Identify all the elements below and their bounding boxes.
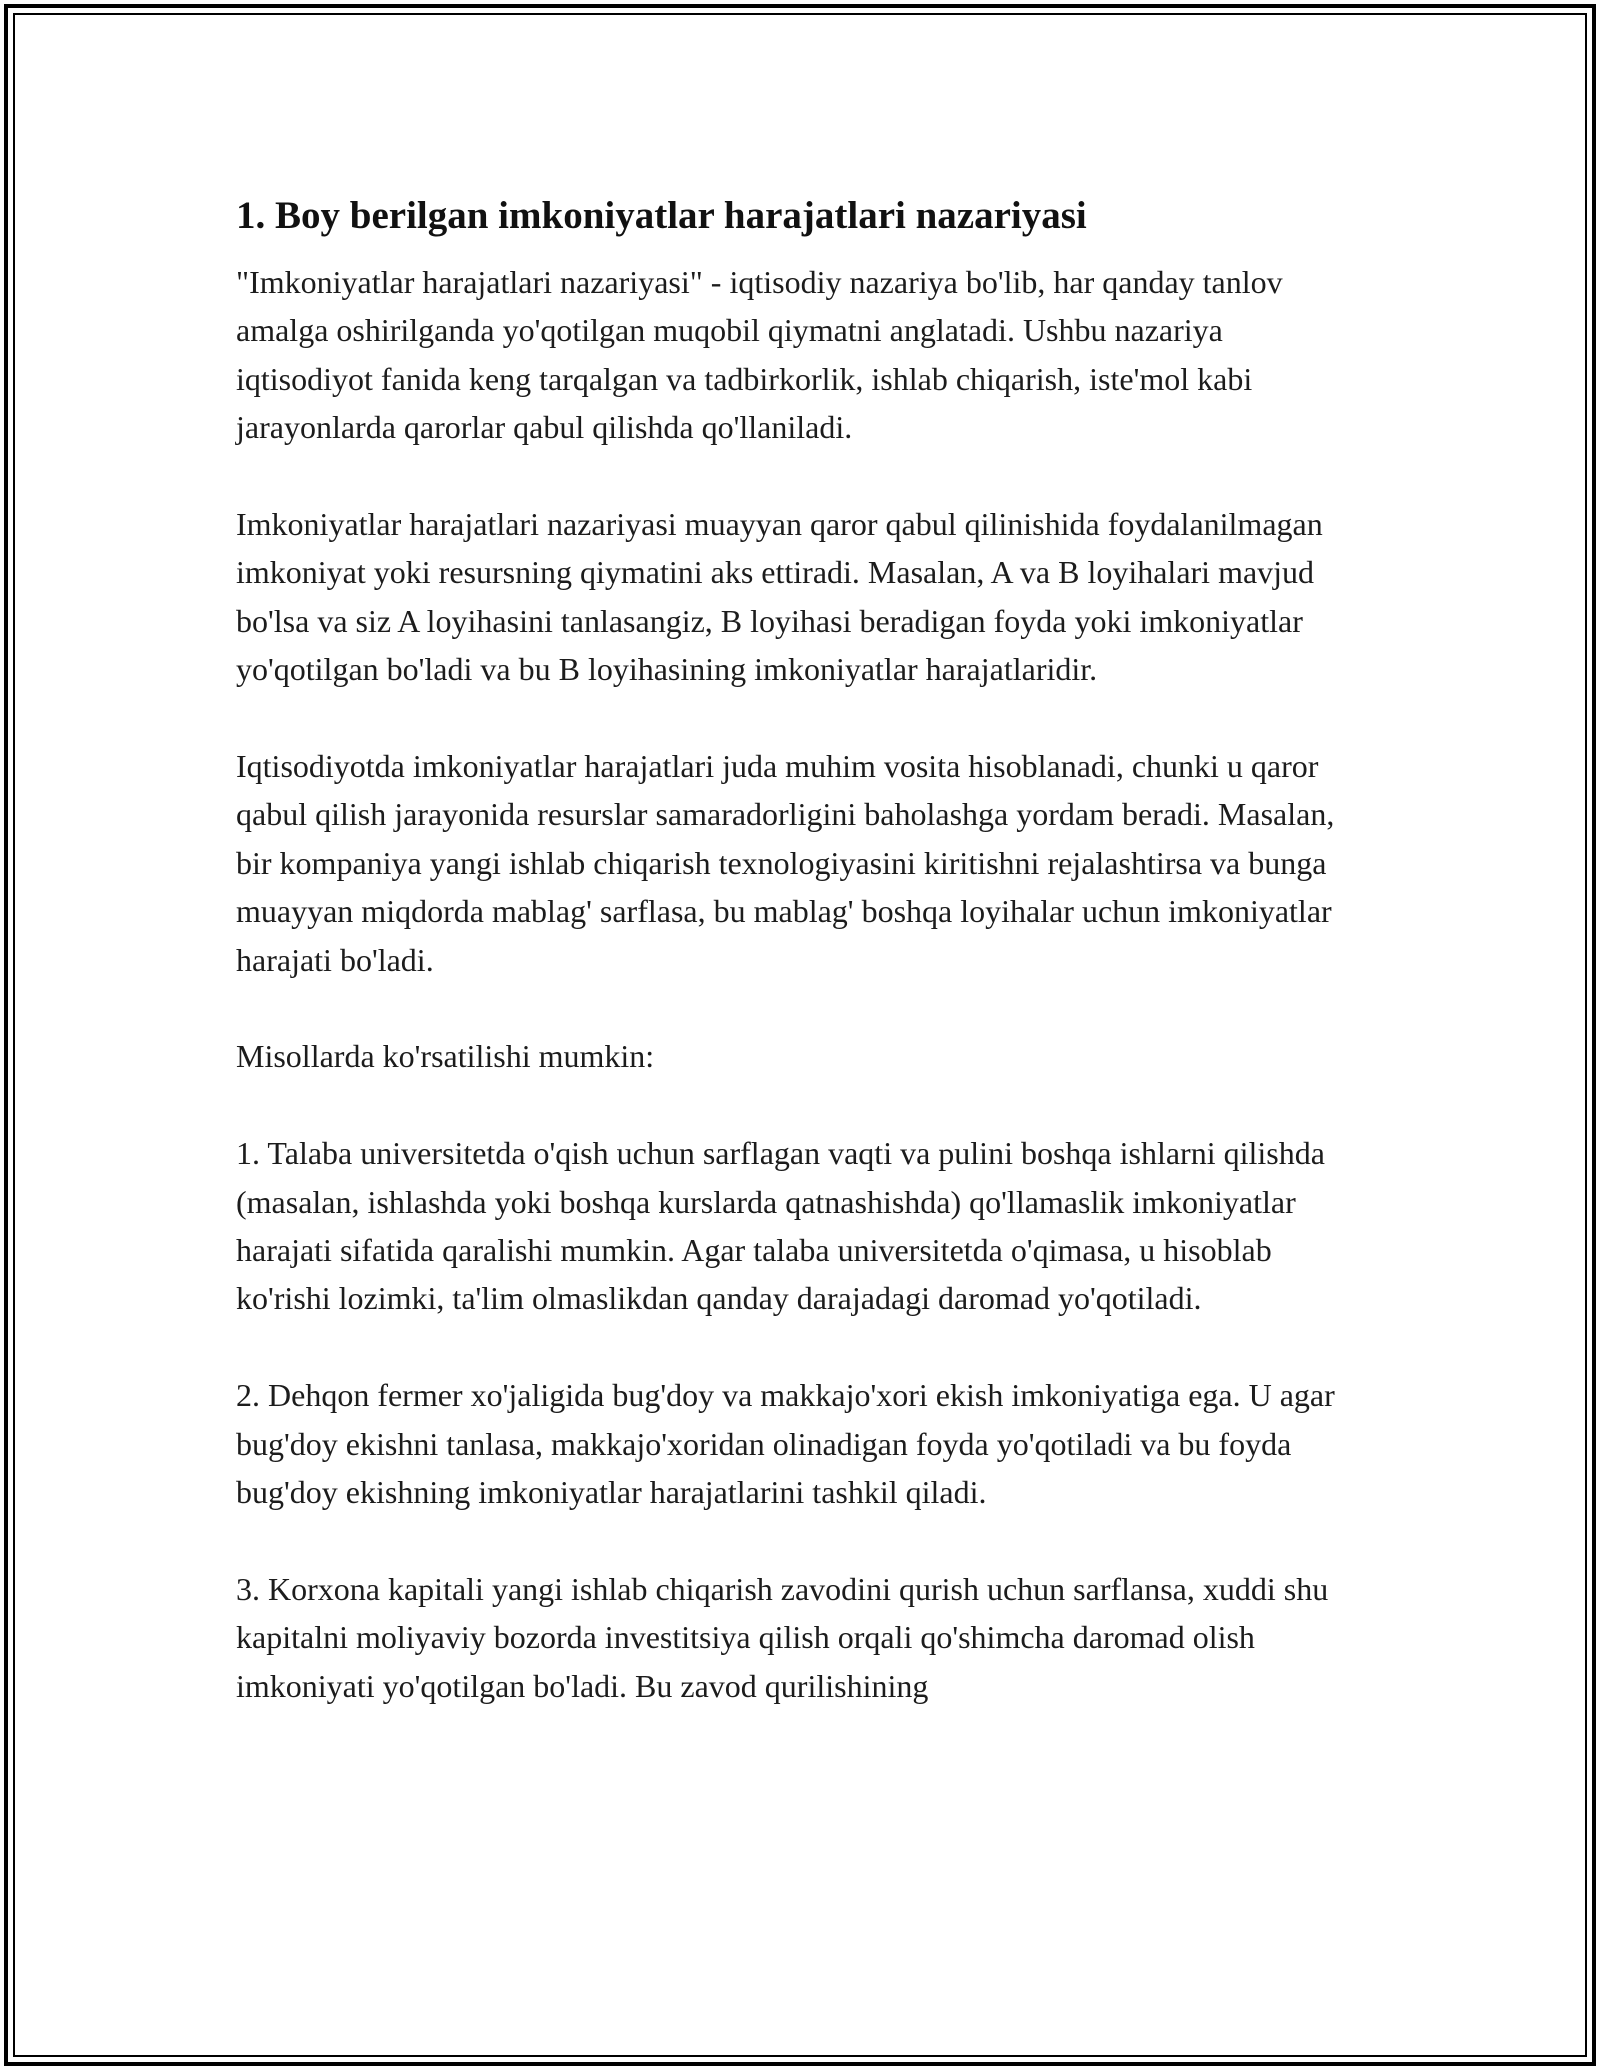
paragraph-definition: "Imkoniyatlar harajatlari nazariyasi" - iqtisodiy nazariya bo'lib, har qanday tanlov amalga oshirilganda yo'qotilgan muqobil qiymatni anglatadi. Ushbu nazariya iqtisodiyot fanida keng tarqalgan va tadbirkorlik, ishlab chiqarish, iste'mol kabi jarayonlarda qarorlar qabul qilishda qo'llaniladi.	[236, 264, 1283, 446]
paragraph-example-2: 2. Dehqon fermer xo'jaligida bug'doy va makkajo'xori ekish imkoniyatiga ega. U agar bug'doy ekishni tanlasa, makkajo'xoridan olinadigan foyda yo'qotiladi va bu foyda bug'doy ekishning imkoniyatlar harajatlarini tashkil qiladi.	[236, 1377, 1335, 1511]
paragraph-explanation: Imkoniyatlar harajatlari nazariyasi muayyan qaror qabul qilinishida foydalanilmagan imkoniyat yoki resursning qiymatini aks ettiradi. Masalan, A va B loyihalari mavjud bo'lsa va siz A loyihasini tanlasangiz, B loyihasi beradigan foyda yoki imkoniyatlar yo'qotilgan bo'ladi va bu B loyihasining imkoniyatlar harajatlaridir.	[236, 506, 1323, 688]
paragraph-examples-intro: Misollarda ko'rsatilishi mumkin:	[236, 1038, 655, 1075]
document-body	[236, 190, 1366, 1710]
paragraph-example-3: 3. Korxona kapitali yangi ishlab chiqarish zavodini qurish uchun sarflansa, xuddi shu kapitalni moliyaviy bozorda investitsiya qilish orqali qo'shimcha daromad olish imkoniyati yo'qotilgan bo'ladi. Bu zavod qurilishining	[236, 1570, 1329, 1704]
paragraph-example-1: 1. Talaba universitetda o'qish uchun sarflagan vaqti va pulini boshqa ishlarni qilishda (masalan, ishlashda yoki boshqa kurslarda qatnashishda) qo'llamaslik imkoniyatlar harajati sifatida qaralishi mumkin. Agar talaba universitetda o'qimasa, u hisoblab ko'rishi lozimki, ta'lim olmaslikdan qanday darajadagi daromad yo'qotiladi.	[236, 1135, 1325, 1317]
section-heading: 1. Boy berilgan imkoniyatlar harajatlari nazariyasi	[236, 194, 1087, 237]
paragraph-importance: Iqtisodiyotda imkoniyatlar harajatlari juda muhim vosita hisoblanadi, chunki u qaror qabul qilish jarayonida resurslar samaradorligini baholashga yordam beradi. Masalan, bir kompaniya yangi ishlab chiqarish texnologiyasini kiritishni rejalashtirsa va bunga muayyan miqdorda mablag' sarflasa, bu mablag' boshqa loyihalar uchun imkoniyatlar harajati bo'ladi.	[236, 748, 1335, 978]
